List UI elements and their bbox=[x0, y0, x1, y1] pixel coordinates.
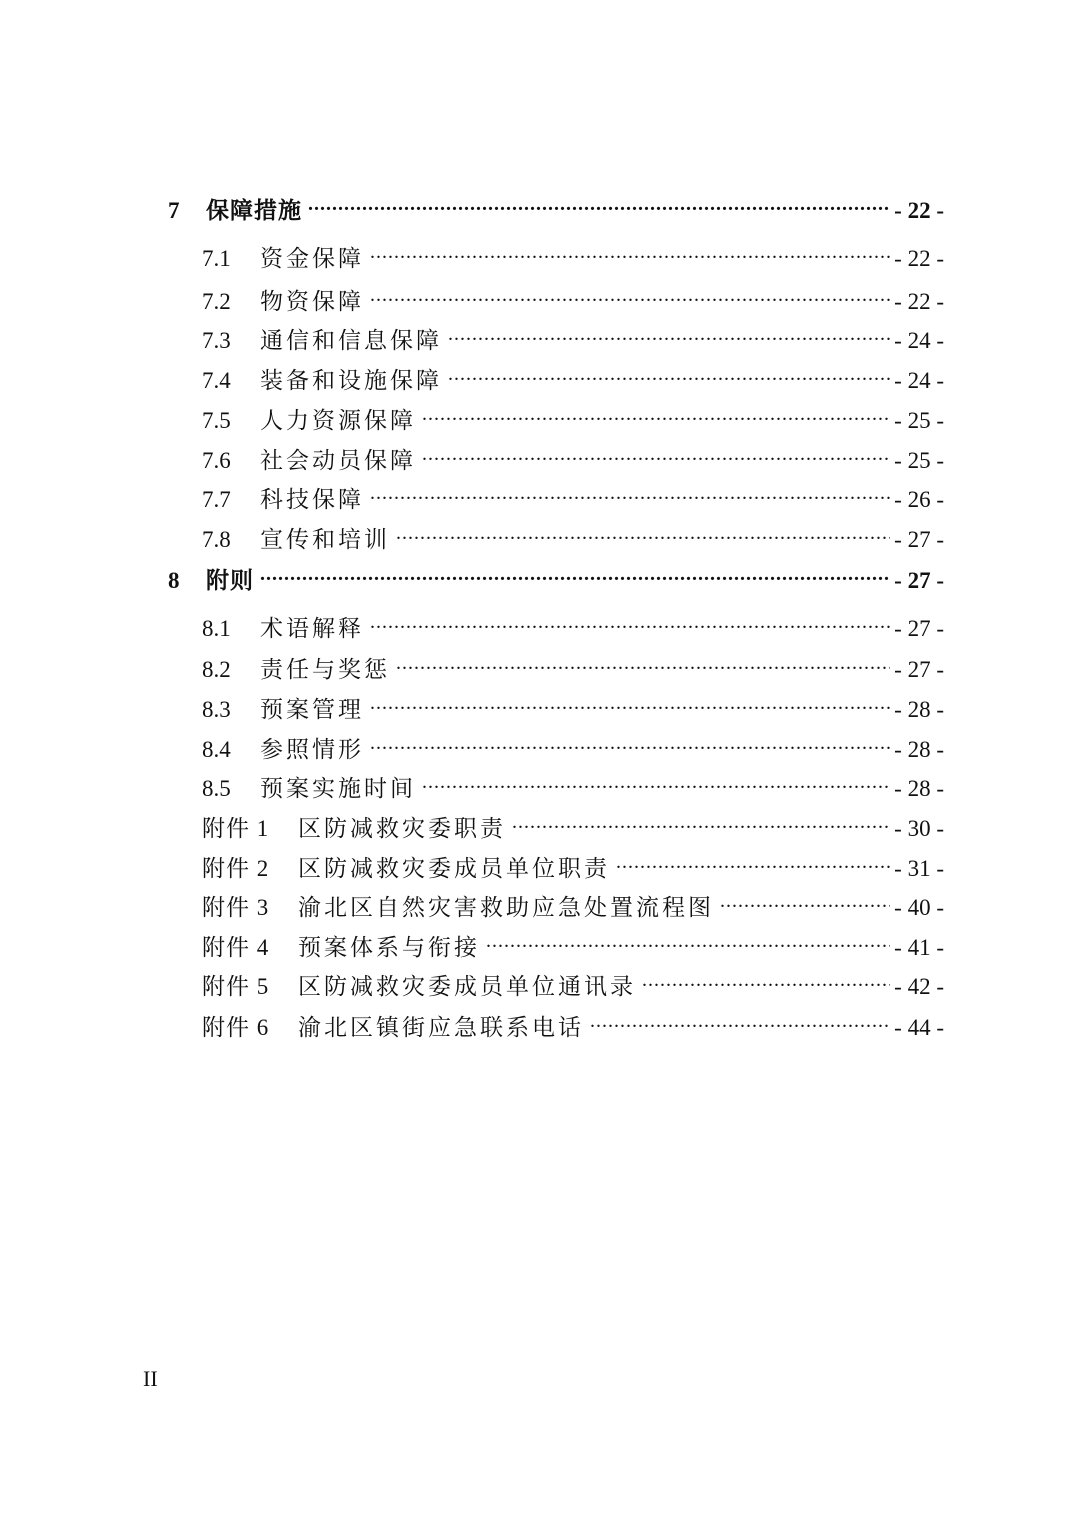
toc-title: 社会动员保障 bbox=[260, 448, 416, 473]
dot-leader bbox=[370, 725, 890, 757]
toc-number: 7.1 bbox=[202, 246, 231, 271]
toc-title: 物资保障 bbox=[260, 289, 364, 314]
toc-page: - 27 - bbox=[894, 568, 944, 593]
toc-page: - 42 - bbox=[894, 974, 944, 999]
toc-entry-8[interactable] bbox=[168, 556, 944, 593]
toc-entry-7-6[interactable] bbox=[202, 436, 944, 473]
toc-title: 预案管理 bbox=[260, 697, 364, 722]
toc-page: - 31 - bbox=[894, 856, 944, 881]
toc-number: 7.4 bbox=[202, 368, 231, 393]
toc-title: 预案体系与衔接 bbox=[298, 935, 480, 960]
toc-number: 7.2 bbox=[202, 289, 231, 314]
toc-page: - 22 - bbox=[894, 246, 944, 271]
toc-entry-7-8[interactable] bbox=[202, 515, 944, 552]
toc-page: - 22 - bbox=[894, 289, 944, 314]
dot-leader bbox=[448, 356, 890, 388]
toc-title: 责任与奖惩 bbox=[260, 657, 390, 682]
toc-entry-attachment-2[interactable] bbox=[202, 844, 944, 881]
toc-entry-7-3[interactable] bbox=[202, 316, 944, 353]
toc-page: - 28 - bbox=[894, 697, 944, 722]
toc-title: 宣传和培训 bbox=[260, 527, 390, 552]
dot-leader bbox=[422, 436, 890, 468]
toc-entry-8-3[interactable] bbox=[202, 685, 944, 722]
toc-number: 7 bbox=[168, 198, 180, 223]
toc-page: - 40 - bbox=[894, 895, 944, 920]
dot-leader bbox=[370, 277, 890, 309]
toc-page: - 27 - bbox=[894, 657, 944, 682]
toc-entry-8-1[interactable] bbox=[202, 604, 944, 641]
dot-leader bbox=[448, 316, 890, 348]
dot-leader bbox=[396, 515, 890, 547]
toc-number: 8 bbox=[168, 568, 180, 593]
dot-leader bbox=[590, 1003, 890, 1035]
dot-leader bbox=[642, 962, 890, 994]
toc-entry-8-4[interactable] bbox=[202, 725, 944, 762]
toc-page: - 30 - bbox=[894, 816, 944, 841]
dot-leader bbox=[370, 234, 890, 266]
toc-entry-attachment-3[interactable] bbox=[202, 883, 944, 920]
toc-entry-attachment-4[interactable] bbox=[202, 923, 944, 960]
dot-leader bbox=[396, 645, 890, 677]
toc-page: - 28 - bbox=[894, 737, 944, 762]
dot-leader bbox=[486, 923, 890, 955]
footer-page-number: II bbox=[143, 1366, 158, 1391]
toc-number: 附件 5 bbox=[202, 974, 270, 999]
toc-number: 8.1 bbox=[202, 616, 231, 641]
toc-title: 预案实施时间 bbox=[260, 776, 416, 801]
dot-leader bbox=[308, 186, 890, 218]
toc-title: 渝北区镇街应急联系电话 bbox=[298, 1015, 584, 1040]
toc-title: 保障措施 bbox=[206, 198, 302, 223]
dot-leader bbox=[616, 844, 890, 876]
toc-page: - 27 - bbox=[894, 616, 944, 641]
toc-title: 术语解释 bbox=[260, 616, 364, 641]
toc-title: 参照情形 bbox=[260, 737, 364, 762]
toc-number: 7.3 bbox=[202, 328, 231, 353]
toc-number: 8.4 bbox=[202, 737, 231, 762]
toc-page: - 27 - bbox=[894, 527, 944, 552]
toc-page: - 24 - bbox=[894, 368, 944, 393]
dot-leader bbox=[512, 804, 890, 836]
toc-entry-8-2[interactable] bbox=[202, 645, 944, 682]
toc-page: - 26 - bbox=[894, 487, 944, 512]
toc-entry-7-1[interactable] bbox=[202, 234, 944, 271]
toc-number: 附件 4 bbox=[202, 935, 270, 960]
toc-number: 附件 3 bbox=[202, 895, 270, 920]
toc-entry-7-5[interactable] bbox=[202, 396, 944, 433]
dot-leader bbox=[370, 475, 890, 507]
toc-number: 7.5 bbox=[202, 408, 231, 433]
toc-entry-7-2[interactable] bbox=[202, 277, 944, 314]
toc-entry-7-4[interactable] bbox=[202, 356, 944, 393]
dot-leader bbox=[370, 604, 890, 636]
toc-number: 8.5 bbox=[202, 776, 231, 801]
toc-number: 8.3 bbox=[202, 697, 231, 722]
toc-title: 附则 bbox=[206, 568, 254, 593]
toc-number: 8.2 bbox=[202, 657, 231, 682]
toc-title: 区防减救灾委成员单位职责 bbox=[298, 856, 610, 881]
toc-number: 7.6 bbox=[202, 448, 231, 473]
toc-title: 装备和设施保障 bbox=[260, 368, 442, 393]
toc-number: 7.7 bbox=[202, 487, 231, 512]
toc-page: - 22 - bbox=[894, 198, 944, 223]
toc-title: 通信和信息保障 bbox=[260, 328, 442, 353]
toc-number: 附件 2 bbox=[202, 856, 270, 881]
toc-entry-attachment-5[interactable] bbox=[202, 962, 944, 999]
toc-title: 区防减救灾委职责 bbox=[298, 816, 506, 841]
dot-leader bbox=[422, 764, 890, 796]
dot-leader bbox=[260, 556, 890, 588]
toc-page: - 44 - bbox=[894, 1015, 944, 1040]
toc-page: - 41 - bbox=[894, 935, 944, 960]
toc-number: 附件 6 bbox=[202, 1015, 270, 1040]
toc-title: 渝北区自然灾害救助应急处置流程图 bbox=[298, 895, 714, 920]
toc-number: 附件 1 bbox=[202, 816, 270, 841]
toc-entry-7-7[interactable] bbox=[202, 475, 944, 512]
toc-page: - 28 - bbox=[894, 776, 944, 801]
toc-number: 7.8 bbox=[202, 527, 231, 552]
toc-entry-7[interactable] bbox=[168, 186, 944, 223]
dot-leader bbox=[422, 396, 890, 428]
toc-entry-attachment-6[interactable] bbox=[202, 1003, 944, 1040]
toc-page: - 24 - bbox=[894, 328, 944, 353]
dot-leader bbox=[370, 685, 890, 717]
toc-entry-8-5[interactable] bbox=[202, 764, 944, 801]
toc-entry-attachment-1[interactable] bbox=[202, 804, 944, 841]
toc-title: 科技保障 bbox=[260, 487, 364, 512]
toc-page: - 25 - bbox=[894, 408, 944, 433]
dot-leader bbox=[720, 883, 890, 915]
toc-title: 区防减救灾委成员单位通讯录 bbox=[298, 974, 636, 999]
toc-title: 资金保障 bbox=[260, 246, 364, 271]
toc-page: - 25 - bbox=[894, 448, 944, 473]
toc-title: 人力资源保障 bbox=[260, 408, 416, 433]
